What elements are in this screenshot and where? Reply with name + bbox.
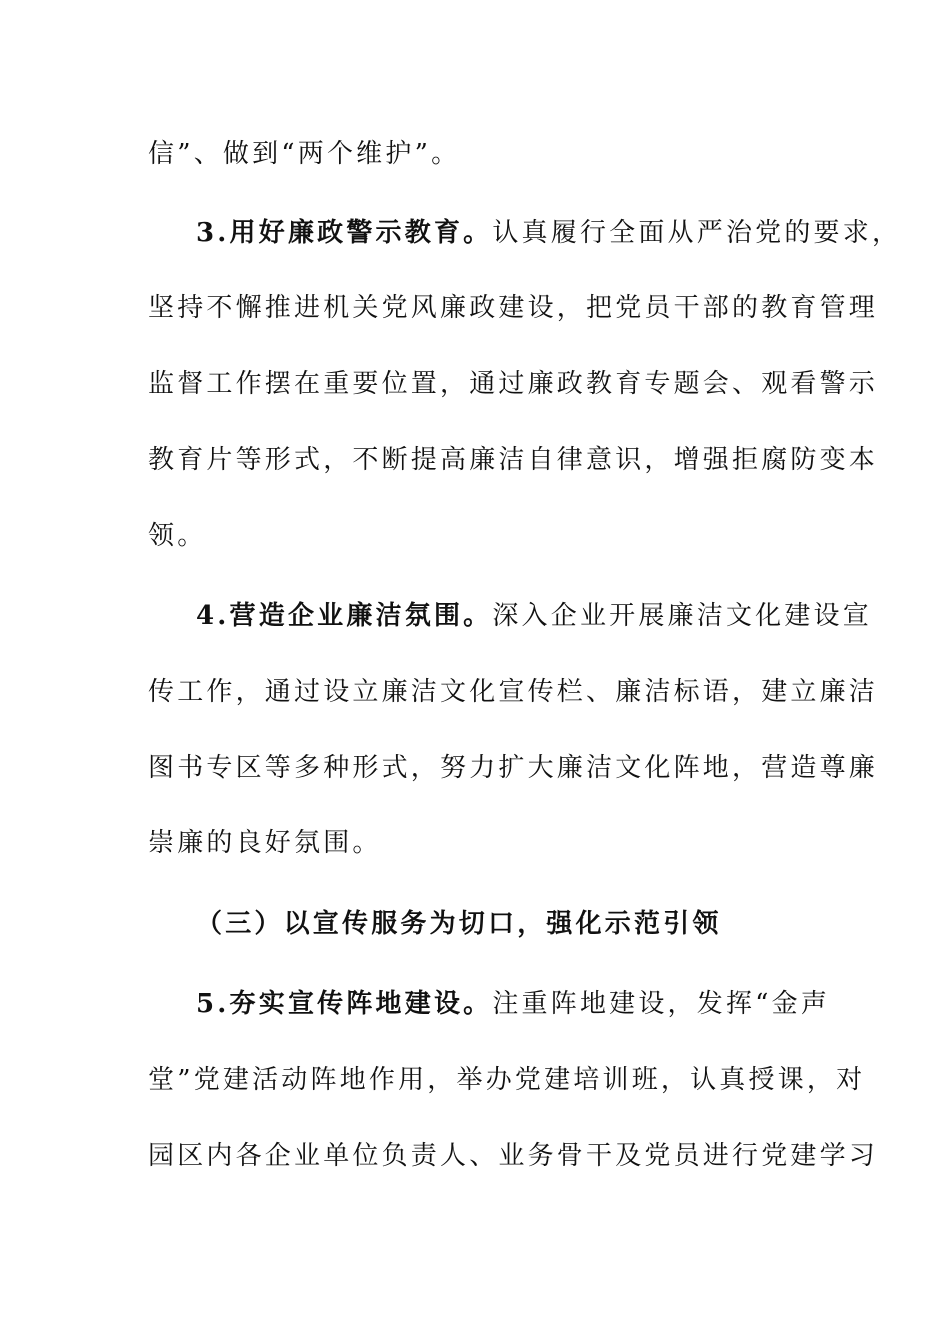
section-heading-text: （三）以宣传服务为切口，强化示范引领: [196, 909, 722, 939]
paragraph-text: 崇廉的良好氛围。: [148, 828, 382, 858]
text-line: [148, 672, 879, 712]
paragraph-text: 监督工作摆在重要位置，通过廉政教育专题会、观看警示: [148, 369, 879, 399]
paragraph-text: 传工作，通过设立廉洁文化宣传栏、廉洁标语，建立廉洁: [148, 677, 879, 707]
paragraph-text: 教育片等形式，不断提高廉洁自律意识，增强拒腐防变本: [148, 445, 879, 475]
text-line: [148, 1060, 866, 1100]
section-heading: [196, 904, 856, 944]
paragraph-4-first-line: [196, 596, 872, 636]
paragraph-4-title: 4.营造企业廉洁氛围。: [196, 601, 493, 631]
paragraph-5-text: 注重阵地建设，发挥“金声: [492, 989, 831, 1019]
paragraph-3-first-line: [196, 213, 902, 253]
text-line: [148, 748, 879, 788]
paragraph-4-text: 深入企业开展廉洁文化建设宣: [492, 601, 872, 631]
text-line: [148, 823, 808, 863]
paragraph-text: 图书专区等多种形式，努力扩大廉洁文化阵地，营造尊廉: [148, 753, 879, 783]
text-line: [148, 364, 879, 404]
paragraph-3-title: 3.用好廉政警示教育。: [196, 218, 493, 248]
text-line: [148, 134, 808, 174]
paragraph-text: 堂”党建活动阵地作用，举办党建培训班，认真授课，对: [148, 1065, 866, 1095]
text-line: [148, 516, 808, 556]
text-line: [148, 288, 879, 328]
paragraph-text: 领。: [148, 521, 207, 551]
text-line: [148, 1136, 879, 1176]
paragraph-text: 园区内各企业单位负责人、业务骨干及党员进行党建学习: [148, 1141, 879, 1171]
paragraph-3-text: 认真履行全面从严治党的要求，: [492, 218, 902, 248]
text-line: [148, 440, 879, 480]
paragraph-text: 信”、做到“两个维护”。: [148, 139, 461, 169]
paragraph-5-title: 5.夯实宣传阵地建设。: [196, 989, 493, 1019]
paragraph-5-first-line: [196, 984, 856, 1024]
paragraph-text: 坚持不懈推进机关党风廉政建设，把党员干部的教育管理: [148, 293, 879, 323]
